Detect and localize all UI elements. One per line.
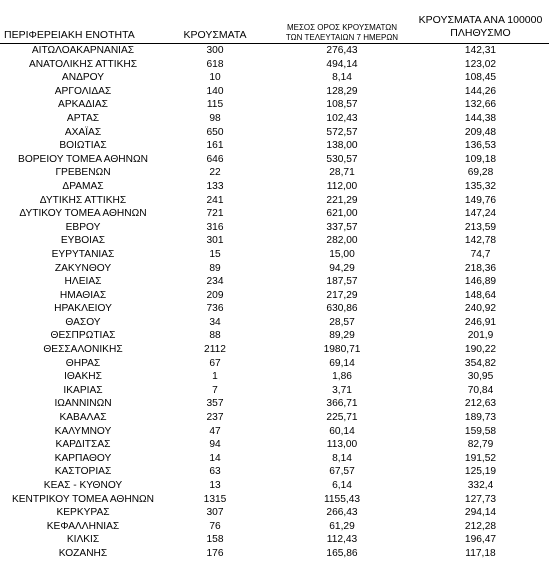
cell-avg-7-days: 187,57 — [326, 276, 358, 288]
cell-cases: 89 — [209, 262, 221, 274]
table-row — [0, 343, 549, 357]
header-cases: ΚΡΟΥΣΜΑΤΑ — [183, 29, 247, 41]
table-row — [0, 438, 549, 452]
cell-cases: 357 — [206, 398, 224, 410]
cell-avg-7-days: 15,00 — [329, 248, 355, 260]
cell-region: ΑΙΤΩΛΟΑΚΑΡΝΑΝΙΑΣ — [31, 45, 135, 56]
cell-per-100000: 30,95 — [467, 371, 494, 383]
cell-per-100000: 146,89 — [464, 276, 497, 288]
cell-cases: 158 — [206, 534, 224, 546]
cell-cases: 63 — [209, 466, 221, 478]
cell-region: ΕΒΡΟΥ — [65, 221, 101, 233]
cell-avg-7-days: 630,86 — [326, 303, 358, 315]
cell-avg-7-days: 94,29 — [329, 262, 355, 274]
table-row — [0, 194, 549, 208]
cell-cases: 650 — [206, 126, 224, 138]
cell-cases: 67 — [209, 357, 221, 369]
table-row — [0, 289, 549, 303]
cell-region: ΘΑΣΟΥ — [65, 316, 101, 328]
cell-cases: 76 — [209, 520, 221, 532]
cell-cases: 133 — [206, 180, 224, 192]
cell-cases: 161 — [206, 140, 224, 152]
cell-avg-7-days: 282,00 — [326, 235, 358, 247]
cell-per-100000: 213,59 — [464, 221, 497, 233]
table-row — [0, 533, 549, 547]
cell-region: ΚΑΣΤΟΡΙΑΣ — [54, 466, 112, 478]
table-row — [0, 316, 549, 330]
cell-region: ΚΕΦΑΛΛΗΝΙΑΣ — [46, 520, 120, 532]
cell-per-100000: 190,22 — [464, 344, 497, 356]
cell-region: ΗΡΑΚΛΕΙΟΥ — [54, 303, 112, 315]
cell-region: ΚΙΛΚΙΣ — [66, 534, 100, 546]
cell-avg-7-days: 67,57 — [329, 466, 355, 478]
cell-region: ΙΩΑΝΝΙΝΩΝ — [54, 398, 112, 410]
cell-avg-7-days: 276,43 — [326, 45, 358, 56]
cell-region: ΚΕΡΚΥΡΑΣ — [56, 507, 110, 519]
cell-avg-7-days: 1980,71 — [323, 344, 361, 356]
cell-cases: 721 — [206, 208, 224, 220]
cell-cases: 176 — [206, 547, 224, 559]
cell-region: ΑΝΔΡΟΥ — [61, 72, 105, 84]
table-row — [0, 425, 549, 439]
table-row — [0, 465, 549, 479]
cell-per-100000: 108,45 — [464, 72, 497, 84]
cell-region: ΚΑΡΠΑΘΟΥ — [54, 452, 112, 464]
cell-avg-7-days: 8,14 — [332, 452, 352, 464]
cell-per-100000: 332,4 — [467, 480, 494, 491]
cell-per-100000: 125,19 — [464, 466, 497, 478]
cell-avg-7-days: 494,14 — [326, 58, 358, 70]
table-row — [0, 112, 549, 126]
cell-per-100000: 135,32 — [464, 180, 497, 192]
cell-cases: 301 — [206, 235, 224, 247]
table-row — [0, 207, 549, 221]
table-row — [0, 180, 549, 194]
cell-per-100000: 189,73 — [464, 412, 497, 424]
cell-cases: 15 — [209, 248, 221, 260]
cell-per-100000: 212,63 — [464, 398, 497, 410]
table-row — [0, 44, 549, 58]
cell-region: ΘΕΣΣΑΛΟΝΙΚΗΣ — [43, 344, 123, 356]
cell-cases: 736 — [206, 303, 224, 315]
header-avg-line1: ΜΕΣΟΣ ΟΡΟΣ ΚΡΟΥΣΜΑΤΩΝ — [286, 23, 398, 32]
cell-region: ΑΡΓΟΛΙΔΑΣ — [54, 85, 112, 97]
cell-per-100000: 117,18 — [465, 547, 496, 559]
cell-region: ΗΜΑΘΙΑΣ — [59, 289, 107, 301]
cell-cases: 14 — [209, 452, 221, 464]
cell-per-100000: 212,28 — [464, 520, 497, 532]
cell-cases: 47 — [209, 425, 221, 437]
cell-per-100000: 74,7 — [470, 248, 491, 260]
cell-cases: 316 — [206, 221, 224, 233]
cell-cases: 300 — [206, 45, 224, 56]
cell-region: ΚΑΛΥΜΝΟΥ — [54, 425, 112, 437]
cell-avg-7-days: 89,29 — [329, 330, 355, 342]
table-body — [0, 44, 549, 561]
header-region: ΠΕΡΙΦΕΡΕΙΑΚΗ ΕΝΟΤΗΤΑ — [4, 29, 135, 41]
cell-cases: 209 — [206, 289, 224, 301]
cell-per-100000: 240,92 — [464, 303, 497, 315]
cell-avg-7-days: 128,29 — [326, 85, 358, 97]
cell-per-100000: 142,31 — [464, 45, 497, 56]
cell-per-100000: 149,76 — [464, 194, 497, 206]
cell-region: ΘΗΡΑΣ — [65, 357, 101, 369]
cell-region: ΑΡΤΑΣ — [66, 112, 100, 124]
cell-avg-7-days: 221,29 — [326, 194, 358, 206]
cell-avg-7-days: 61,29 — [329, 520, 355, 532]
cell-per-100000: 191,52 — [464, 452, 497, 464]
cell-region: ΙΚΑΡΙΑΣ — [63, 384, 103, 396]
cell-avg-7-days: 60,14 — [329, 425, 355, 437]
cell-cases: 7 — [212, 384, 218, 396]
cell-per-100000: 82,79 — [467, 439, 494, 451]
cell-cases: 98 — [209, 112, 221, 124]
table-row — [0, 493, 549, 507]
table-row — [0, 329, 549, 343]
cell-region: ΘΕΣΠΡΩΤΙΑΣ — [50, 330, 116, 342]
cell-per-100000: 196,47 — [464, 534, 497, 546]
header-per-line2: ΠΛΗΘΥΣΜΟ — [450, 27, 511, 39]
cell-cases: 2112 — [204, 344, 226, 356]
cell-avg-7-days: 165,86 — [326, 547, 358, 559]
table-row — [0, 248, 549, 262]
cell-per-100000: 148,64 — [464, 289, 497, 301]
cell-avg-7-days: 266,43 — [326, 507, 358, 519]
cell-avg-7-days: 28,57 — [329, 316, 355, 328]
cell-avg-7-days: 337,57 — [326, 221, 358, 233]
cell-cases: 618 — [206, 58, 224, 70]
cell-region: ΔΡΑΜΑΣ — [62, 180, 104, 192]
cell-per-100000: 354,82 — [464, 357, 497, 369]
cell-cases: 646 — [206, 153, 224, 165]
cell-per-100000: 142,78 — [464, 235, 497, 247]
cell-cases: 1 — [212, 371, 218, 383]
table-row — [0, 98, 549, 112]
cell-avg-7-days: 1155,43 — [323, 493, 361, 505]
cell-per-100000: 246,91 — [464, 316, 497, 328]
table-row — [0, 153, 549, 167]
table-row — [0, 71, 549, 85]
cell-per-100000: 159,58 — [464, 425, 497, 437]
cell-region: ΚΕΑΣ - ΚΥΘΝΟΥ — [43, 480, 123, 491]
table-row — [0, 262, 549, 276]
cell-avg-7-days: 530,57 — [326, 153, 358, 165]
cell-region: ΕΥΒΟΙΑΣ — [60, 235, 106, 247]
cell-region: ΗΛΕΙΑΣ — [64, 276, 102, 288]
cell-region: ΒΟΙΩΤΙΑΣ — [59, 140, 107, 152]
cell-region: ΒΟΡΕΙΟΥ ΤΟΜΕΑ ΑΘΗΝΩΝ — [18, 153, 148, 165]
cell-region: ΚΑΡΔΙΤΣΑΣ — [55, 439, 111, 451]
table-row — [0, 479, 549, 493]
cell-avg-7-days: 108,57 — [326, 99, 358, 111]
header-avg — [272, 23, 412, 43]
cell-per-100000: 123,02 — [464, 58, 497, 70]
cell-region: ΚΑΒΑΛΑΣ — [59, 412, 107, 424]
table-row — [0, 275, 549, 289]
cell-avg-7-days: 69,14 — [329, 357, 355, 369]
cell-avg-7-days: 366,71 — [326, 398, 358, 410]
cell-avg-7-days: 217,29 — [326, 289, 358, 301]
cell-per-100000: 218,36 — [464, 262, 497, 274]
cell-avg-7-days: 138,00 — [326, 140, 358, 152]
cell-per-100000: 136,53 — [464, 140, 497, 152]
header-avg-line2: ΤΩΝ ΤΕΛΕΥΤΑΙΩΝ 7 ΗΜΕΡΩΝ — [285, 33, 399, 42]
table-row — [0, 139, 549, 153]
table-row — [0, 166, 549, 180]
cell-region: ΔΥΤΙΚΟΥ ΤΟΜΕΑ ΑΘΗΝΩΝ — [19, 208, 147, 220]
table-row — [0, 506, 549, 520]
cell-region: ΚΟΖΑΝΗΣ — [58, 547, 108, 559]
cell-avg-7-days: 8,14 — [332, 72, 352, 84]
table-row — [0, 357, 549, 371]
table-row — [0, 547, 549, 561]
cell-per-100000: 209,48 — [464, 126, 497, 138]
table-row — [0, 221, 549, 235]
cell-cases: 94 — [209, 439, 221, 451]
cell-cases: 88 — [209, 330, 221, 342]
cell-per-100000: 294,14 — [464, 507, 497, 519]
table-row — [0, 452, 549, 466]
cell-cases: 234 — [206, 276, 224, 288]
cell-per-100000: 70,84 — [467, 384, 494, 396]
cell-cases: 13 — [209, 480, 221, 491]
cell-cases: 307 — [206, 507, 224, 519]
cell-avg-7-days: 112,43 — [326, 534, 358, 546]
cell-cases: 22 — [209, 167, 221, 179]
table-row — [0, 370, 549, 384]
header-per-100000 — [412, 14, 549, 40]
header-per-line1: ΚΡΟΥΣΜΑΤΑ ΑΝΑ 100000 — [418, 14, 543, 26]
cell-cases: 1315 — [203, 493, 227, 505]
cell-region: ΑΝΑΤΟΛΙΚΗΣ ΑΤΤΙΚΗΣ — [28, 58, 138, 70]
cell-region: ΙΘΑΚΗΣ — [64, 371, 102, 383]
table-row — [0, 85, 549, 99]
cell-cases: 241 — [206, 194, 224, 206]
cell-avg-7-days: 572,57 — [326, 126, 358, 138]
cell-avg-7-days: 28,71 — [329, 167, 355, 179]
table-row — [0, 397, 549, 411]
table-row — [0, 126, 549, 140]
cell-per-100000: 201,9 — [467, 330, 494, 342]
cell-avg-7-days: 621,00 — [326, 208, 358, 220]
cell-per-100000: 144,38 — [464, 112, 497, 124]
cell-region: ΑΡΚΑΔΙΑΣ — [58, 99, 108, 111]
cell-avg-7-days: 225,71 — [326, 412, 358, 424]
cell-per-100000: 144,26 — [464, 85, 497, 97]
cell-per-100000: 69,28 — [467, 167, 494, 179]
table-row — [0, 234, 549, 248]
table-row — [0, 302, 549, 316]
cell-region: ΚΕΝΤΡΙΚΟΥ ΤΟΜΕΑ ΑΘΗΝΩΝ — [11, 493, 155, 505]
cell-avg-7-days: 3,71 — [332, 384, 352, 396]
cell-region: ΕΥΡΥΤΑΝΙΑΣ — [51, 248, 115, 260]
cell-region: ΖΑΚΥΝΘΟΥ — [54, 262, 112, 274]
table-row — [0, 58, 549, 72]
table-row — [0, 520, 549, 534]
cell-avg-7-days: 6,14 — [332, 480, 352, 491]
cell-avg-7-days: 112,00 — [326, 180, 358, 192]
cell-cases: 10 — [209, 72, 221, 84]
cell-cases: 34 — [209, 316, 221, 328]
table-row — [0, 384, 549, 398]
cell-region: ΔΥΤΙΚΗΣ ΑΤΤΙΚΗΣ — [39, 194, 127, 206]
cell-cases: 140 — [206, 85, 224, 97]
cell-per-100000: 127,73 — [464, 493, 497, 505]
cell-per-100000: 109,18 — [464, 153, 497, 165]
cell-avg-7-days: 102,43 — [326, 112, 358, 124]
cell-avg-7-days: 1,86 — [332, 371, 352, 383]
cell-cases: 237 — [206, 412, 224, 424]
cell-avg-7-days: 113,00 — [326, 439, 358, 451]
table-row — [0, 411, 549, 425]
cell-per-100000: 147,24 — [464, 208, 497, 220]
cell-cases: 115 — [206, 99, 224, 111]
cell-per-100000: 132,66 — [464, 99, 497, 111]
cell-region: ΓΡΕΒΕΝΩΝ — [55, 167, 111, 179]
cell-region: ΑΧΑΪΑΣ — [64, 126, 102, 138]
